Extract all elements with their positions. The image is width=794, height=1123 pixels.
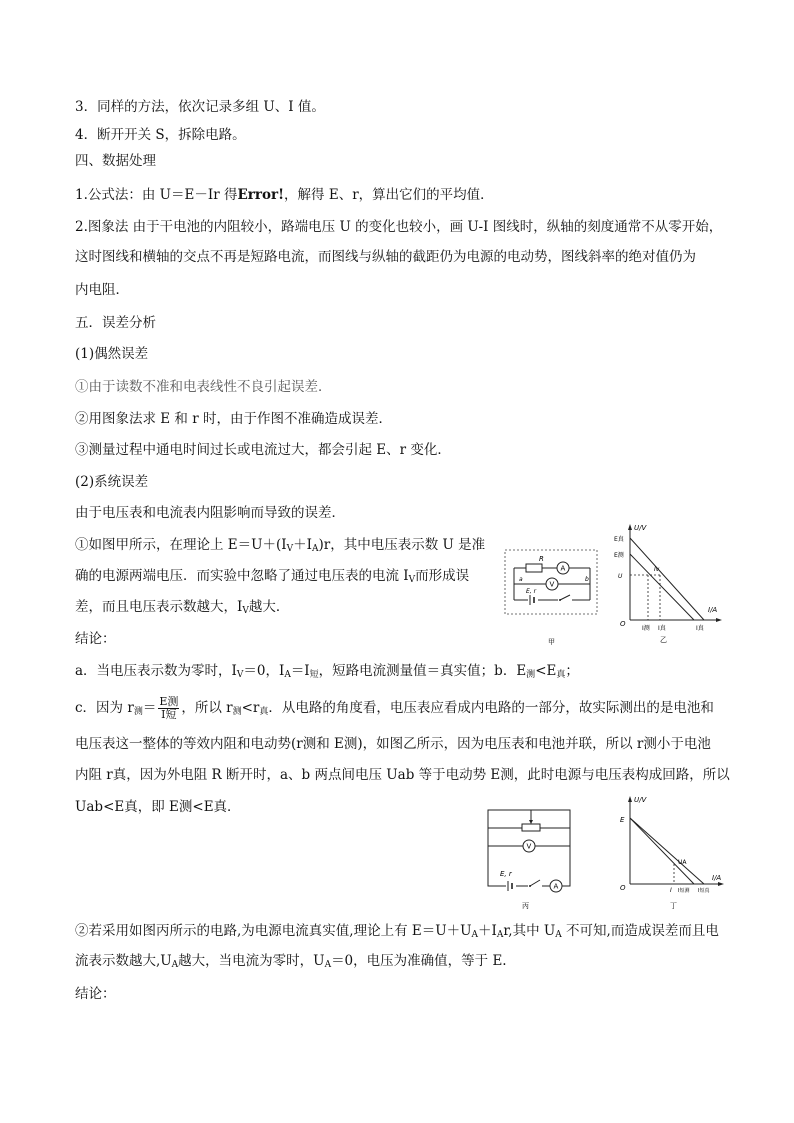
svg-text:E, r: E, r xyxy=(526,588,537,595)
systematic-error-title: (2)系统误差 xyxy=(75,474,149,490)
caption-bing: 丙 xyxy=(522,902,529,910)
conclusion-a-b: a．当电压表示数为零时，$I_V=0$，$I_A=I_短$，短路电流测量值＝真实值；b．$E_测<E_真$； xyxy=(75,663,579,680)
conclusion-c-line-4: Uab<E真，即 E测<E真． xyxy=(75,799,241,815)
rheostat-icon xyxy=(522,824,540,831)
figure-ding-graph xyxy=(608,792,732,916)
svg-text:A: A xyxy=(560,564,566,573)
resistor-r xyxy=(526,564,542,572)
svg-text:E: E xyxy=(620,816,625,824)
conclusion-c-line-3: 内阻 r真，因为外电阻 R 断开时，a、b 两点间电压 Uab 等于电动势 E测，此时电源与电压表构成回路，所以 xyxy=(75,767,730,783)
accidental-error-3: ③测量过程中通电时间过长或电流过大，都会引起 E、r 变化． xyxy=(75,442,451,458)
section-5-title: 五．误差分析 xyxy=(75,315,156,331)
svg-text:I真: I真 xyxy=(696,625,704,632)
conclusion-1: 结论： xyxy=(75,631,116,647)
svg-text:U/V: U/V xyxy=(634,796,647,804)
svg-text:V: V xyxy=(549,580,555,589)
conclusion-c-line-1: c．因为 $r_测=$ $\frac{\text{E测}}{\text{I短}}$ ，所以 $r_测<r_真$．从电路的角度看，电压表应看成内电路的一部分，故实际测出的是电池和 xyxy=(75,695,714,721)
caption-ding: 丁 xyxy=(670,902,677,910)
paragraph-1-line-1: ①如图甲所示，在理论上 $E=U+(I_V+I_A)r$，其中电压表示数 U 是准 xyxy=(75,537,486,554)
svg-text:A: A xyxy=(553,882,559,891)
accidental-error-title: (1)偶然误差 xyxy=(75,346,149,362)
label-r: R xyxy=(539,555,544,563)
conclusion-c-line-2: 电压表这一整体的等效内阻和电动势(r测和 E测)，如图乙所示，因为电压表和电池并联，所以 r测小于电池 xyxy=(75,736,711,752)
svg-text:O: O xyxy=(620,620,626,628)
graph-method-line-3: 内电阻． xyxy=(75,282,129,298)
svg-text:U/V: U/V xyxy=(634,524,647,532)
paragraph-1-line-2: 确的电源两端电压．而实验中忽略了通过电压表的电流 $I_V$而形成误 xyxy=(75,568,470,585)
svg-text:V: V xyxy=(526,842,532,851)
svg-text:I短真: I短真 xyxy=(698,888,710,894)
section-4-title: 四、数据处理 xyxy=(75,153,156,169)
figure-yi-graph xyxy=(608,520,728,644)
svg-text:I/A: I/A xyxy=(708,606,718,614)
svg-text:I短测: I短测 xyxy=(678,888,690,894)
graph-method-line-1: 2.图象法 由于干电池的内阻较小，路端电压 U 的变化也较小，画 U-I 图线时，纵轴的刻度通常不从零开始， xyxy=(75,219,723,235)
svg-text:I测: I测 xyxy=(642,625,650,632)
svg-text:O: O xyxy=(620,884,626,892)
error-field: Error! xyxy=(237,187,285,203)
svg-text:U: U xyxy=(618,573,623,580)
svg-text:E, r: E, r xyxy=(500,870,512,878)
caption-yi: 乙 xyxy=(660,636,667,644)
svg-text:I真: I真 xyxy=(658,625,666,632)
formula-method: 1.公式法：由 U＝E－Ir 得Error!，解得 E、r，算出它们的平均值． xyxy=(75,187,494,203)
svg-text:I/A: I/A xyxy=(712,874,722,882)
graph-method-line-2: 这时图线和横轴的交点不再是短路电流，而图线与纵轴的截距仍为电源的电动势，图线斜率的绝对值仍为 xyxy=(75,249,696,265)
paragraph-2-line-2: 流表示数越大$,U_A$越大，当电流为零时，$U_A=0$，电压为准确值，等于 E. xyxy=(75,953,507,970)
conclusion-2: 结论： xyxy=(75,986,116,1002)
figure-bing-circuit xyxy=(478,800,578,912)
svg-text:I: I xyxy=(670,887,672,894)
svg-text:Iv: Iv xyxy=(654,566,660,573)
svg-text:UA: UA xyxy=(678,859,687,866)
systematic-error-intro: 由于电压表和电流表内阻影响而导致的误差． xyxy=(75,505,345,521)
paragraph-1-line-3: 差，而且电压表示数越大，$I_V$越大． xyxy=(75,599,290,616)
step-4: 4．断开开关 S，拆除电路。 xyxy=(75,127,246,143)
caption-jia: 甲 xyxy=(548,638,555,646)
figure-jia-circuit xyxy=(502,548,602,648)
accidental-error-2: ②用图象法求 E 和 r 时，由于作图不准确造成误差． xyxy=(75,411,392,427)
svg-text:E真: E真 xyxy=(614,536,624,543)
step-3: 3．同样的方法，依次记录多组 U、I 值。 xyxy=(75,99,325,115)
svg-text:E测: E测 xyxy=(614,552,624,559)
r-fraction: $\frac{\text{E测}}{\text{I短}}$ xyxy=(159,695,179,721)
accidental-error-1: ①由于读数不准和电表线性不良引起误差． xyxy=(75,379,332,395)
svg-text:a: a xyxy=(519,576,523,583)
svg-text:b: b xyxy=(585,576,589,583)
paragraph-2-line-1: ②若采用如图丙所示的电路,为电源电流真实值,理论上有 $E=U+U_A+I_Ar$,其中 $U_A$ 不可知,而造成误差而且电 xyxy=(75,923,719,940)
